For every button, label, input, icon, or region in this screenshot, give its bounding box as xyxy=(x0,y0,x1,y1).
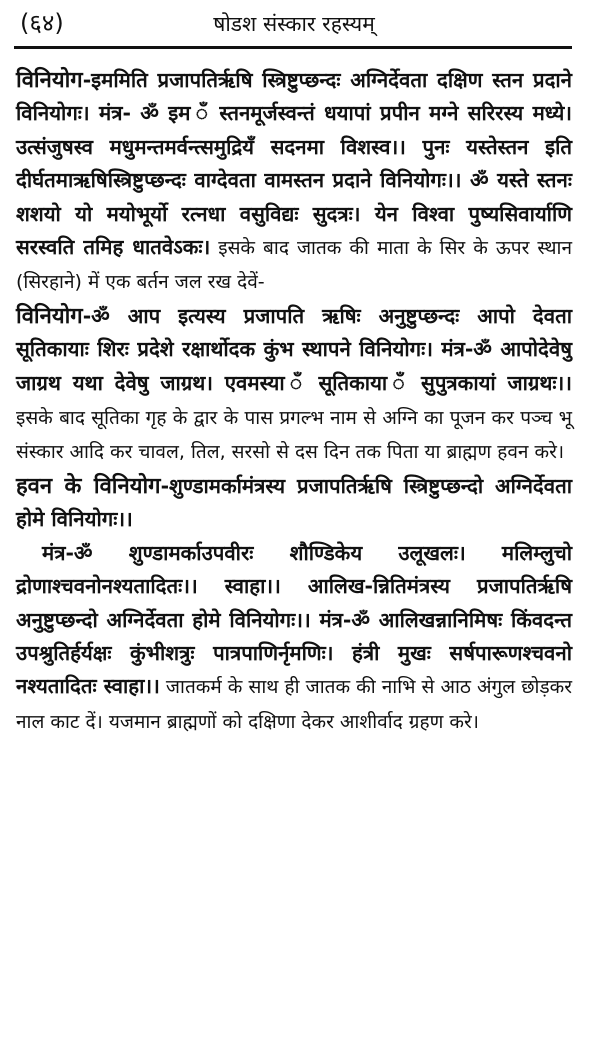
header-rule xyxy=(14,46,572,49)
paragraph-3 xyxy=(16,470,572,537)
viniyog-heading: विनियोग xyxy=(16,303,83,329)
paragraph-4 xyxy=(16,537,572,739)
mantra-text: -इममिति प्रजापतिर्ऋषि स्त्रिष्टुप्छन्दः अग्निर्देवता दक्षिण स्तन प्रदाने विनियोगः। मंत्र- ॐ इम ँ स्तनमूर्जस्वन्तं धयापां प्रपीन मग्ने सरिरस्य मध्ये। उत्संजुषस्व मधुमन्तमर्वन्त्समुद्रियँ सदनमा विशस्व।। पुनः यस्तेस्तन इति दीर्घतमाऋषिस्त्रिष्टुप्छन्दः वाग्देवता वामस्तन प्रदाने विनियोगः।। ॐ यस्ते स्तनः शशयो यो मयोभूर्यो रत्नधा वसुविद्यः सुदत्रः। येन विश्वा पुष्यसिवार्याणि सरस्वति तमिह धातवेऽकः। xyxy=(16,68,572,260)
instruction-text: इसके बाद जातक की माता के सिर के ऊपर स्थान (सिरहाने) में एक बर्तन जल रख देवें- xyxy=(16,237,572,294)
viniyog-heading: विनियोग xyxy=(16,68,83,93)
paragraph-2 xyxy=(16,300,572,470)
havan-viniyog-heading: हवन के विनियोग xyxy=(16,473,161,499)
page-body xyxy=(16,64,572,739)
instruction-text: इसके बाद सूतिका गृह के द्वार के पास प्रगल्भ नाम से अग्नि का पूजन कर पञ्च भू संस्कार आदि कर चावल, तिल, सरसो से दस दिन तक पिता या ब्राह्मण हवन करे। xyxy=(16,407,572,464)
page-header xyxy=(16,0,572,46)
mantra-text: -ॐ आप इत्यस्य प्रजापति ऋषिः अनुष्टुप्छन्दः आपो देवता सूतिकायाः शिरः प्रदेशे रक्षार्थोदक कुंभ स्थापने विनियोगः। मंत्र-ॐ आपोदेवेषु जाग्रथ यथा देवेषु जाग्रथ। एवमस्या ँ सूतिकाया ँ सुपुत्रकायां जाग्रथः।। xyxy=(16,303,572,395)
running-title: षोडश संस्कार रहस्यम् xyxy=(213,12,375,36)
mantra-text: -शुण्डामर्कामंत्रस्य प्रजापतिर्ऋषि स्त्रिष्टुप्छन्दो अग्निर्देवता होमे विनियोगः।। xyxy=(16,473,572,532)
paragraph-1 xyxy=(16,64,572,300)
mantra-text: मंत्र-ॐ शुण्डामर्काउपवीरः शौण्डिकेय उलूखलः। मलिम्लुचो द्रोणाश्चवनोनश्यतादितः।। स्वाहा।। आलिख-न्नितिमंत्रस्य प्रजापतिर्ऋषि अनुष्टुप्छन्दो अग्निर्देवता होमे विनियोगः।। मंत्र-ॐ आलिखन्नानिमिषः किंवदन्त उपश्रुतिर्हर्यक्षः कुंभीशत्रुः पात्रपाणिर्नृमणिः। हंत्री मुखः सर्षपारूणश्चवनो नश्यतादितः स्वाहा।। xyxy=(16,540,572,699)
instruction-text: जातकर्म के साथ ही जातक की नाभि से आठ अंगुल छोड़कर नाल काट दें। यजमान ब्राह्मणों को दक्षिणा देकर आशीर्वाद ग्रहण करे। xyxy=(16,676,572,733)
page-number: (६४) xyxy=(20,9,64,37)
